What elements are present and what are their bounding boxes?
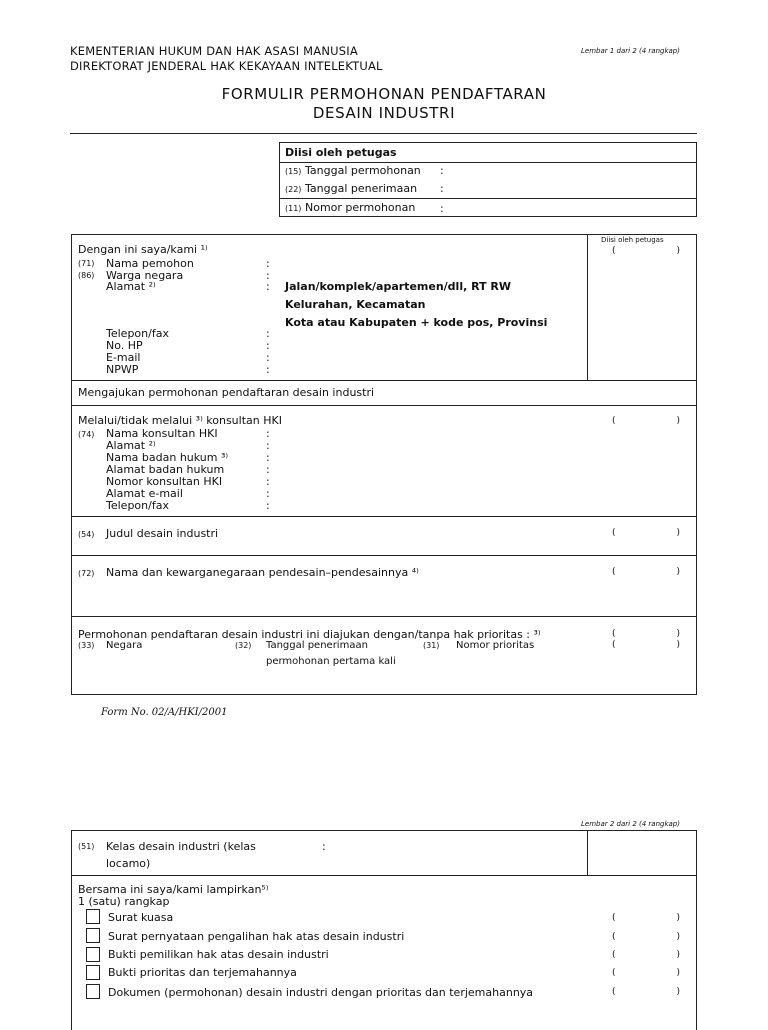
field-colon: : — [266, 269, 270, 282]
field-colon: : — [266, 451, 270, 464]
attachment-checkbox[interactable] — [86, 928, 100, 943]
attachments-intro: Bersama ini saya/kami lampirkan⁵⁾ — [78, 883, 269, 896]
address-line-3: Kota atau Kabupaten + kode pos, Provinsi — [285, 316, 548, 329]
field-colon: : — [322, 840, 326, 853]
paren-close: ) — [676, 968, 680, 978]
field-label: Nama badan hukum ³⁾ — [106, 451, 229, 464]
field-label: No. HP — [106, 339, 143, 352]
field-code: (22) — [285, 185, 302, 194]
design-class-label: Kelas desain industri (kelas — [106, 840, 256, 853]
priority-intro: Permohonan pendaftaran desain industri ini diajukan dengan/tanpa hak prioritas : ³⁾ — [78, 628, 541, 641]
field-code: (74) — [78, 430, 95, 439]
field-colon: : — [266, 280, 270, 293]
attachment-label: Surat kuasa — [108, 911, 174, 924]
field-colon: : — [266, 475, 270, 488]
side-heading: Diisi oleh petugas — [601, 236, 664, 244]
field-label: Nomor permohonan — [305, 201, 416, 214]
paren-open: ( — [612, 567, 616, 577]
attachment-label: Dokumen (permohonan) desain industri dengan prioritas dan terjemahannya — [108, 986, 534, 999]
field-label: Alamat e-mail — [106, 487, 183, 500]
field-code: (15) — [285, 167, 302, 176]
field-label: NPWP — [106, 363, 139, 376]
consultant-intro: Melalui/tidak melalui ³⁾ konsultan HKI — [78, 414, 282, 427]
field-label: Alamat ²⁾ — [106, 280, 156, 293]
attachment-label: Surat pernyataan pengalihan hak atas desain industri — [108, 930, 405, 943]
field-label: Alamat ²⁾ — [106, 439, 156, 452]
paren-close: ) — [676, 567, 680, 577]
attachment-label: Bukti prioritas dan terjemahannya — [108, 966, 297, 979]
field-code: (33) — [78, 641, 95, 650]
row-divider — [71, 516, 697, 517]
row-divider — [71, 616, 697, 617]
paren-close: ) — [676, 246, 680, 256]
design-title-label: Judul desain industri — [106, 527, 219, 540]
priority-number-label: Nomor prioritas — [456, 640, 535, 651]
field-colon: : — [266, 439, 270, 452]
field-code: (11) — [285, 204, 302, 213]
sheet-label-2: Lembar 2 dari 2 (4 rangkap) — [581, 820, 680, 828]
field-colon: : — [266, 339, 270, 352]
paren-close: ) — [676, 640, 680, 650]
field-colon: : — [440, 164, 444, 177]
attachment-checkbox[interactable] — [86, 947, 100, 962]
paren-open: ( — [612, 246, 616, 256]
field-code: (32) — [235, 641, 252, 650]
priority-date-label: Tanggal penerimaan — [266, 640, 368, 651]
title-divider — [70, 133, 697, 134]
field-colon: : — [266, 463, 270, 476]
field-label: Warga negara — [106, 269, 184, 282]
paren-close: ) — [676, 416, 680, 426]
paren-open: ( — [612, 416, 616, 426]
field-colon: : — [266, 351, 270, 364]
priority-date-sublabel: permohonan pertama kali — [266, 656, 396, 667]
paren-open: ( — [612, 987, 616, 997]
paren-open: ( — [612, 950, 616, 960]
designers-label: Nama dan kewarganegaraan pendesain–pendesainnya ⁴⁾ — [106, 566, 419, 579]
field-label: Nama konsultan HKI — [106, 427, 218, 440]
field-label: Nama pemohon — [106, 257, 194, 270]
paren-close: ) — [676, 913, 680, 923]
field-code: (51) — [78, 842, 95, 851]
field-label: Tanggal penerimaan — [305, 182, 418, 195]
attachment-label: Bukti pemilikan hak atas desain industri — [108, 948, 329, 961]
attachment-checkbox[interactable] — [86, 909, 100, 924]
field-label: E-mail — [106, 351, 141, 364]
side-column-divider — [587, 234, 588, 381]
field-colon: : — [266, 257, 270, 270]
field-label: Telepon/fax — [106, 499, 169, 512]
field-colon: : — [440, 182, 444, 195]
address-line-1: Jalan/komplek/apartemen/dll, RT RW — [285, 280, 512, 293]
row-divider — [71, 875, 697, 876]
paren-close: ) — [676, 987, 680, 997]
paren-open: ( — [612, 913, 616, 923]
paren-open: ( — [612, 968, 616, 978]
field-colon: : — [266, 363, 270, 376]
field-code: (72) — [78, 569, 95, 578]
side-column-divider — [587, 830, 588, 875]
field-colon: : — [440, 202, 444, 215]
official-box-divider — [279, 198, 697, 199]
field-label: Nomor konsultan HKI — [106, 475, 223, 488]
field-code: (31) — [423, 641, 440, 650]
sheet-label-1: Lembar 1 dari 2 (4 rangkap) — [581, 47, 680, 55]
official-box-divider — [279, 162, 697, 163]
priority-country-label: Negara — [106, 640, 143, 651]
paren-close: ) — [676, 950, 680, 960]
paren-close: ) — [676, 528, 680, 538]
request-statement: Mengajukan permohonan pendaftaran desain industri — [78, 386, 375, 399]
address-line-2: Kelurahan, Kecamatan — [285, 298, 426, 311]
field-code: (71) — [78, 259, 95, 268]
field-label: Telepon/fax — [106, 327, 169, 340]
attachment-checkbox[interactable] — [86, 965, 100, 980]
paren-open: ( — [612, 932, 616, 942]
directorate-name: DIREKTORAT JENDERAL HAK KEKAYAAN INTELEKTUAL — [70, 59, 383, 73]
form-title-line2: DESAIN INDUSTRI — [312, 104, 456, 122]
official-box-heading: Diisi oleh petugas — [285, 146, 397, 159]
field-code: (54) — [78, 530, 95, 539]
ministry-name: KEMENTERIAN HUKUM DAN HAK ASASI MANUSIA — [70, 44, 358, 58]
paren-open: ( — [612, 629, 616, 639]
paren-open: ( — [612, 640, 616, 650]
row-divider — [71, 555, 697, 556]
field-code: (86) — [78, 271, 95, 280]
form-number: Form No. 02/A/HKI/2001 — [101, 707, 228, 718]
field-colon: : — [266, 487, 270, 500]
field-label: Alamat badan hukum — [106, 463, 225, 476]
form-title-line1: FORMULIR PERMOHONAN PENDAFTARAN — [221, 85, 547, 103]
paren-close: ) — [676, 932, 680, 942]
paren-open: ( — [612, 528, 616, 538]
attachments-count: 1 (satu) rangkap — [78, 895, 170, 908]
applicant-intro: Dengan ini saya/kami ¹⁾ — [78, 243, 208, 256]
field-colon: : — [266, 427, 270, 440]
field-colon: : — [266, 327, 270, 340]
field-colon: : — [266, 499, 270, 512]
attachment-checkbox[interactable] — [86, 984, 100, 999]
design-class-label-cont: locamo) — [106, 857, 151, 870]
paren-close: ) — [676, 629, 680, 639]
field-label: Tanggal permohonan — [305, 164, 421, 177]
row-divider — [71, 380, 697, 381]
row-divider — [71, 405, 697, 406]
